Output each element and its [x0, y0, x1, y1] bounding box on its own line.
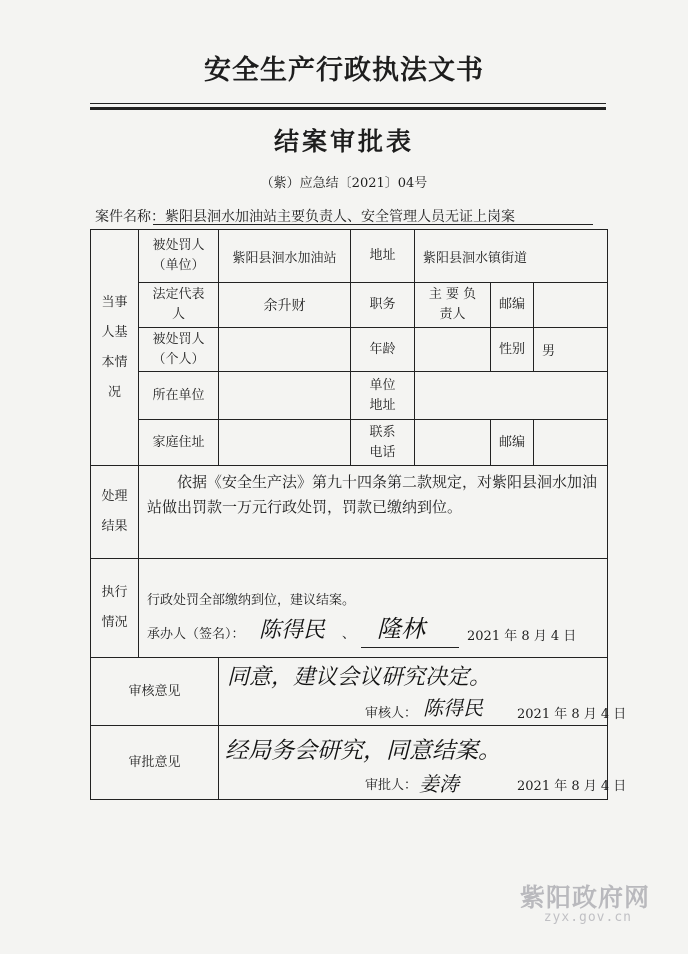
approval-form-table: [90, 229, 627, 800]
unit-label: 被处罚人（单位）: [139, 230, 219, 283]
review-cell: [219, 658, 627, 726]
party-section-label: 当事人基本情况: [91, 230, 139, 466]
postcode2-label: 邮编: [491, 420, 534, 466]
handler-label: 承办人（签名）：: [147, 627, 245, 642]
postcode-label: 邮编: [491, 283, 534, 328]
approval-opinion: 经局务会研究，同意结案。: [225, 738, 501, 764]
employer-address-value: [415, 372, 608, 420]
result-label: 处理结果: [91, 466, 139, 559]
case-name-underline: [153, 224, 593, 225]
watermark-site-name: 紫阳政府网: [519, 883, 650, 912]
execution-text: 行政处罚全部缴纳到位，建议结案。: [147, 593, 356, 608]
employer-value: [219, 372, 351, 420]
review-label: 审核意见: [91, 658, 219, 726]
unit-value: 紫阳县洄水加油站: [219, 230, 351, 283]
postcode-value: [534, 283, 608, 328]
legal-rep-value: 余升财: [219, 283, 351, 328]
phone-label: 联系电话: [351, 420, 415, 466]
reviewer-signature: 陈得民: [423, 696, 483, 720]
approver-signature: 姜涛: [419, 772, 459, 796]
handler-sign-line: [361, 647, 459, 648]
case-name-value: 紫阳县洄水加油站主要负责人、安全管理人员无证上岗案: [165, 209, 515, 225]
result-text: 依据《安全生产法》第九十四条第二款规定，对紫阳县洄水加油站做出罚款一万元行政处罚，罚款已缴纳到位。: [139, 466, 608, 559]
title-rule-thin: [90, 103, 606, 104]
person-value: [219, 328, 351, 372]
age-value: [415, 328, 491, 372]
title-rule-thick: [90, 107, 606, 110]
execution-label: 执行情况: [91, 559, 139, 658]
employer-label: 所在单位: [139, 372, 219, 420]
watermark-site-url: zyx.gov.cn: [543, 910, 632, 925]
postcode2-value: [534, 420, 608, 466]
review-opinion: 同意，建议会议研究决定。: [227, 665, 492, 690]
legal-rep-label: 法定代表人: [139, 283, 219, 328]
approval-date: 2021 年 8 月 4 日: [517, 779, 627, 794]
form-title: 结案审批表: [273, 127, 414, 156]
address-label: 地址: [351, 230, 415, 283]
handler-date: 2021 年 8 月 4 日: [467, 629, 577, 644]
gender-value: 男: [534, 328, 608, 372]
approval-label: 审批意见: [91, 726, 219, 800]
handler-signature-1: 陈得民: [259, 618, 326, 643]
home-address-value: [219, 420, 351, 466]
phone-value: [415, 420, 491, 466]
approval-cell: [219, 726, 627, 800]
position-value: 主 要 负责人: [415, 283, 491, 328]
execution-cell: [139, 559, 608, 658]
position-label: 职务: [351, 283, 415, 328]
case-name-row: [95, 206, 515, 226]
review-date: 2021 年 8 月 4 日: [517, 707, 627, 722]
employer-address-label: 单位地址: [351, 372, 415, 420]
approver-label: 审批人：: [365, 778, 418, 793]
home-address-label: 家庭住址: [139, 420, 219, 466]
case-name-label: 案件名称：: [95, 209, 165, 225]
age-label: 年龄: [351, 328, 415, 372]
gender-label: 性别: [491, 328, 534, 372]
handler-separator: 、: [342, 627, 356, 642]
address-value: 紫阳县洄水镇街道: [415, 230, 608, 283]
handler-signature-2: 隆林: [377, 615, 425, 643]
document-number: （紫）应急结〔2021〕04号: [260, 176, 428, 191]
person-label: 被处罚人（个人）: [139, 328, 219, 372]
reviewer-label: 审核人：: [365, 706, 418, 721]
document-category-title: 安全生产行政执法文书: [204, 55, 484, 86]
